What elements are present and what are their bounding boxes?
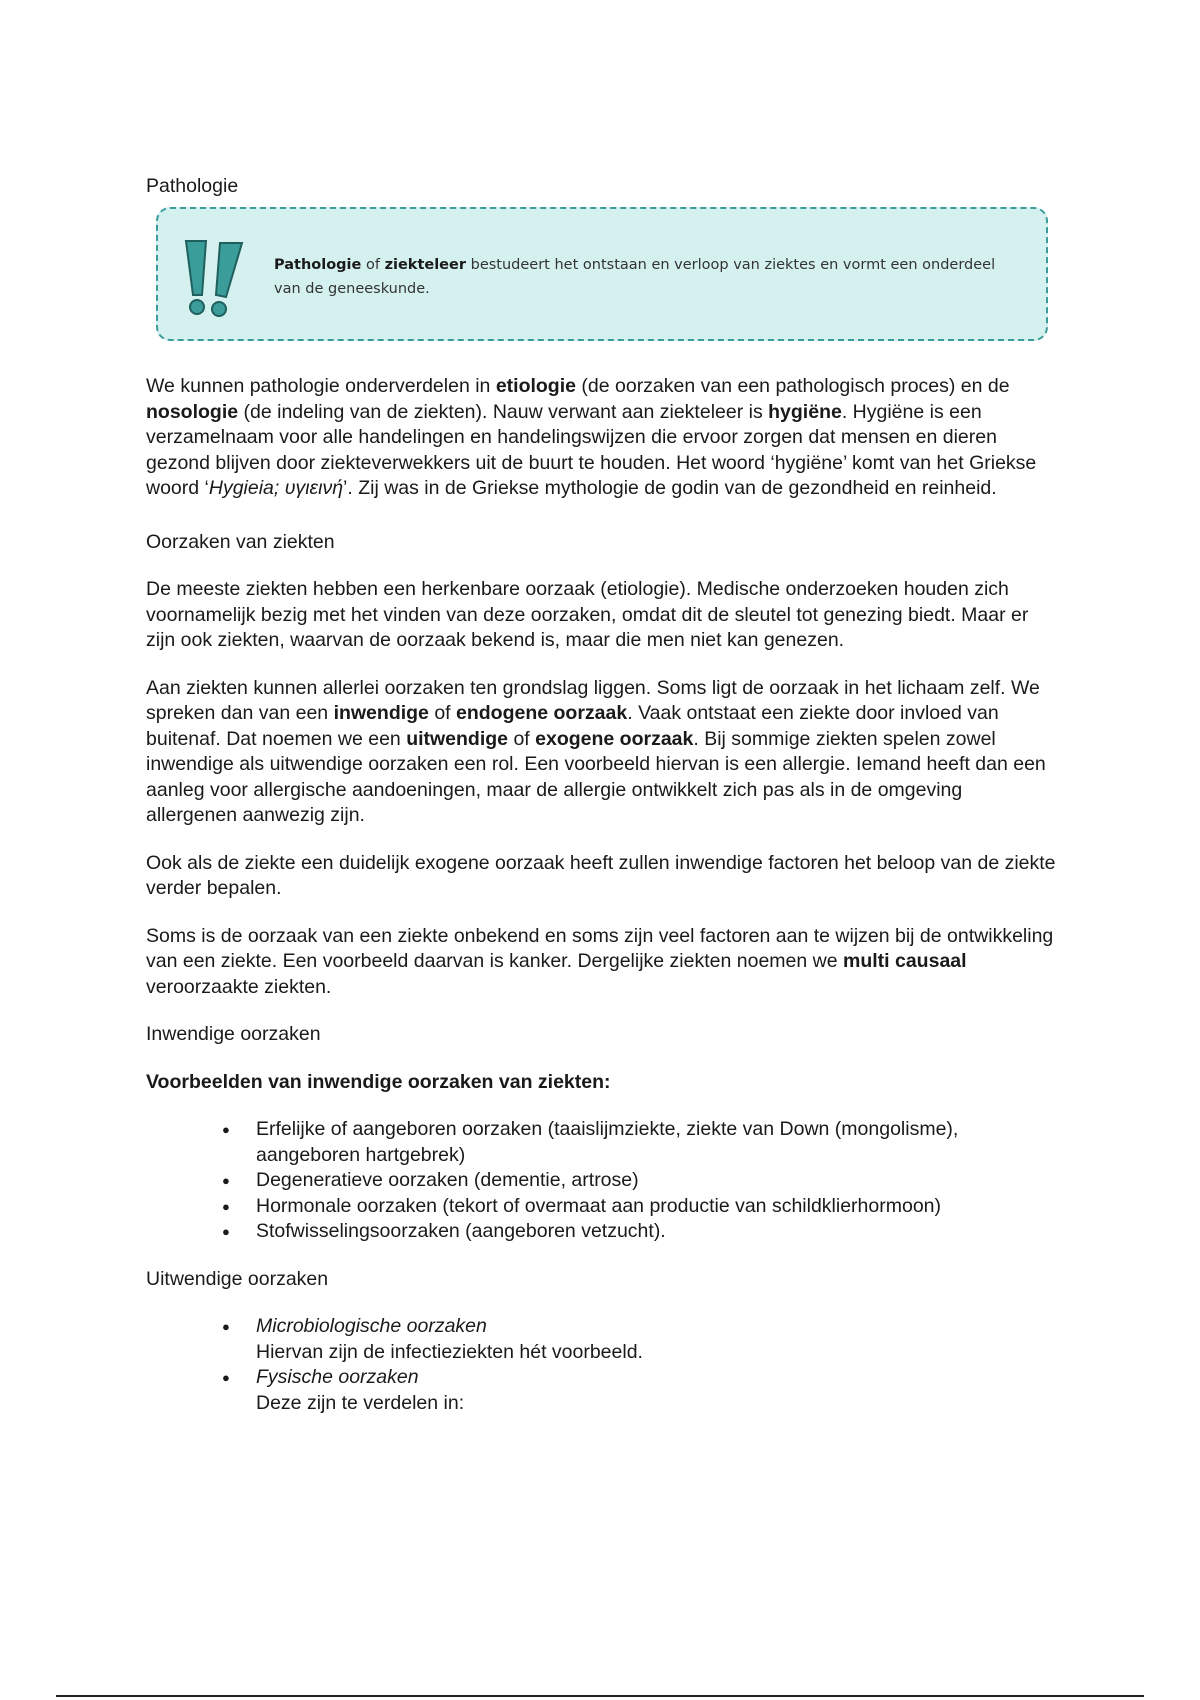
list-item: ● Microbiologische oorzaken Hiervan zijn de infectieziekten hét voorbeeld. xyxy=(256,1314,1056,1365)
section-heading-oorzaken: Oorzaken van ziekten xyxy=(146,530,335,553)
paragraph: Ook als de ziekte een duidelijk exogene oorzaak heeft zullen inwendige factoren het beloop van de ziekte verder bepalen. xyxy=(146,851,1056,899)
document-body xyxy=(146,174,1056,200)
paragraph: De meeste ziekten hebben een herkenbare oorzaak (etiologie). Medische onderzoeken houden zich voornamelijk bezig met het vinden van deze oorzaken, omdat dit de sleutel tot genezing biedt. Maar er zijn ook ziekten, waarvan de oorzaak bekend is, maar die men niet kan genezen. xyxy=(146,578,1029,651)
intro-paragraph: We kunnen pathologie onderverdelen in etiologie (de oorzaken van een pathologisch proces) en de nosologie (de indeling van de ziekten). Nauw verwant aan ziekteleer is hygiëne. Hygiëne is een verzamelnaam voor alle handelingen en handelingswijzen die ervoor zorgen dat mensen en dieren gezond blijven door ziekteverwekkers uit de buurt te houden. Het woord ‘hygiëne’ komt van het Griekse woord ‘Hygieia; υγιεινή’. Zij was in de Griekse mythologie de godin van de gezondheid en reinheid. xyxy=(146,375,1037,499)
list-item: ● Stofwisselingsoorzaken (aangeboren vetzucht). xyxy=(256,1219,1056,1245)
callout-text: Pathologie of ziekteleer bestudeert het ontstaan en verloop van ziektes en vormt een onderdeel van de geneeskunde. xyxy=(274,257,996,297)
paragraph: Aan ziekten kunnen allerlei oorzaken ten grondslag liggen. Soms ligt de oorzaak in het lichaam zelf. We spreken dan van een inwendige of endogene oorzaak. Vaak ontstaat een ziekte door invloed van buitenaf. Dat noemen we een uitwendige of exogene oorzaak. Bij sommige ziekten spelen zowel inwendige als uitwendige oorzaken een rol. Een voorbeeld hiervan is een allergie. Iemand heeft dan een aanleg voor allergische aandoeningen, maar de allergie ontwikkelt zich pas als in de omgeving allergenen aanwezig zijn. xyxy=(146,676,1046,826)
footer-divider xyxy=(56,1695,1144,1697)
subheading: Voorbeelden van inwendige oorzaken van ziekten: xyxy=(146,1070,611,1093)
content xyxy=(146,374,1056,1416)
page-title: Pathologie xyxy=(146,175,239,197)
list-item: ● Erfelijke of aangeboren oorzaken (taaislijmziekte, ziekte van Down (mongolisme), aangeboren hartgebrek) xyxy=(256,1117,1056,1168)
list-item: ● Fysische oorzaken Deze zijn te verdelen in: xyxy=(256,1365,1056,1416)
section-heading-inwendig: Inwendige oorzaken xyxy=(146,1023,321,1045)
uitwendige-list xyxy=(146,1314,1056,1416)
section-heading-uitwendig: Uitwendige oorzaken xyxy=(146,1267,329,1290)
callout-term-pathologie: Pathologie xyxy=(274,257,362,273)
inwendige-list xyxy=(146,1117,1056,1245)
list-item: ● Hormonale oorzaken (tekort of overmaat aan productie van schildklierhormoon) xyxy=(256,1194,1056,1220)
double-exclamation-icon xyxy=(180,237,250,319)
paragraph: Soms is de oorzaak van een ziekte onbekend en soms zijn veel factoren aan te wijzen bij de ontwikkeling van een ziekte. Een voorbeeld daarvan is kanker. Dergelijke ziekten noemen we multi causaal veroorzaakte ziekten. xyxy=(146,924,1054,998)
definition-callout xyxy=(156,207,1048,341)
callout-term-ziekteleer: ziekteleer xyxy=(384,257,467,273)
list-item: ● Degeneratieve oorzaken (dementie, artrose) xyxy=(256,1168,1056,1194)
